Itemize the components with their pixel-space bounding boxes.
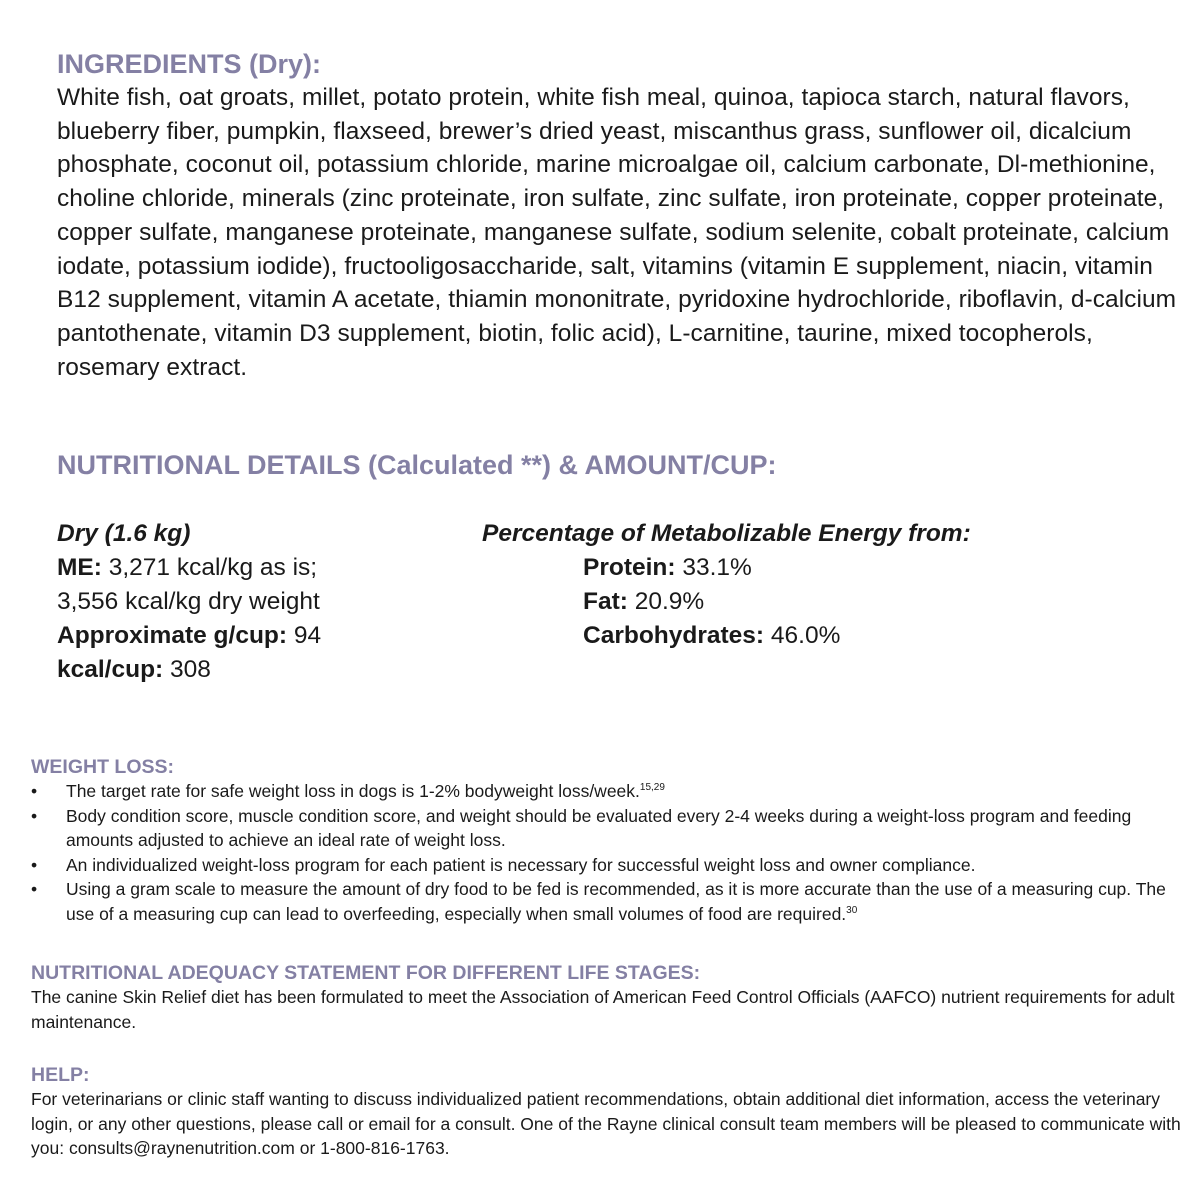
protein-label: Protein: xyxy=(583,554,676,581)
dry-details xyxy=(57,517,321,687)
nutrition-section xyxy=(57,448,1182,482)
weight-loss-section xyxy=(31,755,1181,926)
kcal-value: 308 xyxy=(163,656,211,683)
list-item xyxy=(31,877,1181,926)
me-value-as-is: 3,271 kcal/kg as is; xyxy=(101,554,318,581)
weight-loss-item-text: The target rate for safe weight loss in dogs is 1-2% bodyweight loss/week. xyxy=(66,781,640,801)
list-item xyxy=(31,853,1181,878)
protein-value: 33.1% xyxy=(675,554,752,581)
gcup-value: 94 xyxy=(287,622,322,649)
weight-loss-heading: WEIGHT LOSS: xyxy=(31,756,174,778)
adequacy-heading: NUTRITIONAL ADEQUACY STATEMENT FOR DIFFERENT LIFE STAGES: xyxy=(31,962,701,984)
ingredients-list: White fish, oat groats, millet, potato protein, white fish meal, quinoa, tapioca starch, natural flavors, blueberry fiber, pumpkin, flaxseed, brewer’s dried yeast, miscanthus grass, sunflower oil, dicalcium phosphate, coconut oil, potassium chloride, marine microalgae oil, calcium carbonate, Dl-methionine, choline chloride, minerals (zinc proteinate, iron sulfate, zinc sulfate, iron proteinate, copper proteinate, copper sulfate, manganese proteinate, manganese sulfate, sodium selenite, cobalt proteinate, calcium iodate, potassium iodide), fructooligosaccharide, salt, vitamins (vitamin E supplement, niacin, vitamin B12 supplement, vitamin A acetate, thiamin mononitrate, pyridoxine hydrochloride, riboflavin, d-calcium pantothenate, vitamin D3 supplement, biotin, folic acid), L-carnitine, taurine, mixed tocopherols, rosemary extract. xyxy=(57,84,1177,381)
gcup-line xyxy=(57,619,321,653)
me-label: ME: xyxy=(57,554,102,581)
kcal-label: kcal/cup: xyxy=(57,656,164,683)
citation-superscript: 15,29 xyxy=(639,782,665,793)
carb-value: 46.0% xyxy=(764,622,841,649)
list-item xyxy=(31,804,1181,853)
weight-loss-list xyxy=(31,779,1181,926)
citation-superscript: 30 xyxy=(846,904,858,916)
adequacy-text: The canine Skin Relief diet has been formulated to meet the Association of American Feed Control Officials (AAFCO) nutrient requirements for adult maintenance. xyxy=(31,987,1175,1032)
carb-line xyxy=(482,619,971,653)
fat-line xyxy=(482,585,971,619)
bullet-icon: • xyxy=(31,781,38,801)
energy-title: Percentage of Metabolizable Energy from: xyxy=(482,520,971,547)
me-dry-weight: 3,556 kcal/kg dry weight xyxy=(57,588,320,615)
bullet-icon: • xyxy=(31,879,38,899)
fat-label: Fat: xyxy=(583,588,628,615)
fat-value: 20.9% xyxy=(627,588,705,615)
me-line xyxy=(57,551,321,585)
help-section xyxy=(31,1063,1181,1161)
weight-loss-item-text: An individualized weight-loss program for each patient is necessary for successful weight loss and owner compliance. xyxy=(66,854,976,875)
dry-title: Dry (1.6 kg) xyxy=(57,520,191,547)
protein-line xyxy=(482,551,971,585)
help-text: For veterinarians or clinic staff wanting to discuss individualized patient recommendations, obtain additional diet information, access the veterinary login, or any other questions, please call or email for a consult. One of the Rayne clinical consult team members will be pleased to communicate with you: consults@raynenutrition.com or 1-800-816-1763. xyxy=(31,1089,1181,1158)
bullet-icon: • xyxy=(31,854,38,875)
bullet-icon: • xyxy=(31,805,38,826)
adequacy-section xyxy=(31,961,1181,1034)
ingredients-section xyxy=(57,47,1182,384)
list-item xyxy=(31,779,1181,804)
kcal-line xyxy=(57,653,321,687)
carb-label: Carbohydrates: xyxy=(583,622,765,649)
energy-details xyxy=(482,517,971,653)
help-heading: HELP: xyxy=(31,1064,90,1086)
gcup-label: Approximate g/cup: xyxy=(57,622,288,649)
weight-loss-item-text: Using a gram scale to measure the amount of dry food to be fed is recommended, as it is more accurate than the use of a measuring cup. The use of a measuring cup can lead to overfeeding, especially when small volumes of food are required. xyxy=(66,879,1166,924)
nutrition-heading: NUTRITIONAL DETAILS (Calculated **) & AMOUNT/CUP: xyxy=(57,450,777,480)
weight-loss-item-text: Body condition score, muscle condition score, and weight should be evaluated every 2-4 weeks during a weight-loss program and feeding amounts adjusted to achieve an ideal rate of weight loss. xyxy=(66,805,1132,850)
ingredients-heading: INGREDIENTS (Dry): xyxy=(57,49,322,79)
